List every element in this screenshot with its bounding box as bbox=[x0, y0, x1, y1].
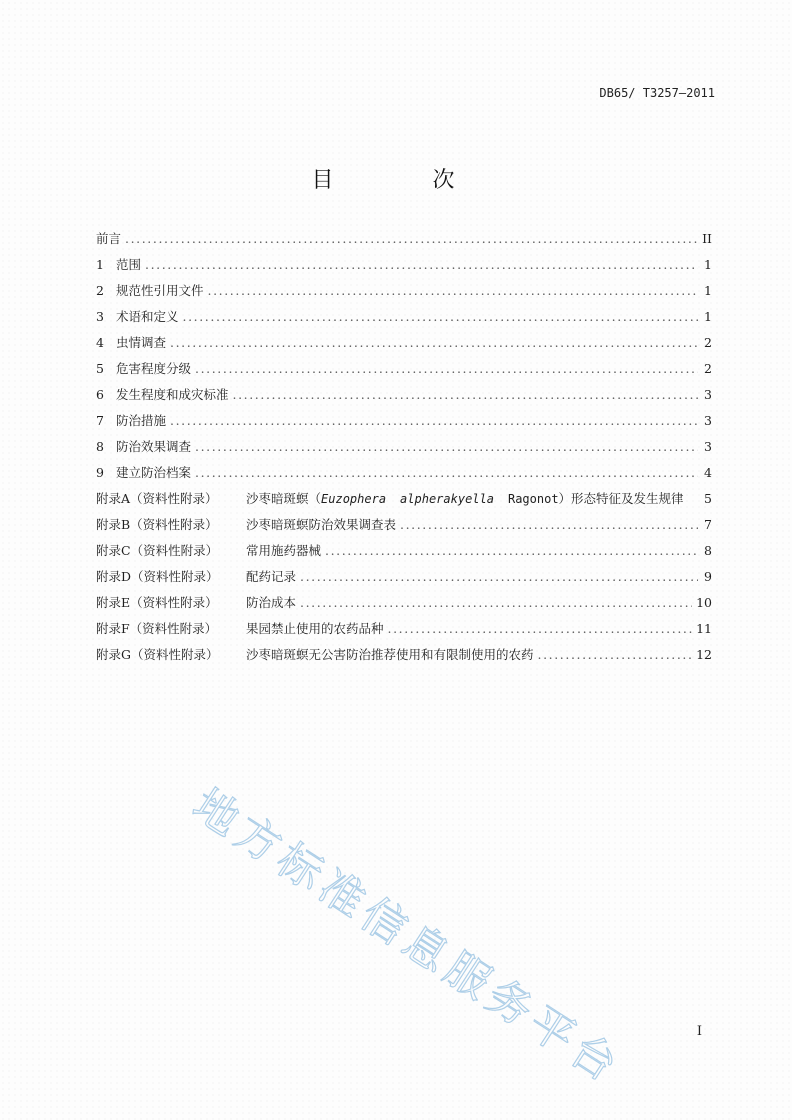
page-number: I bbox=[696, 1024, 702, 1039]
toc-entry-number: 2 bbox=[96, 283, 104, 298]
toc-entry-label: 建立防治档案 bbox=[116, 465, 192, 480]
toc-entry-appendix-e[interactable] bbox=[96, 594, 712, 620]
toc-leader-dots bbox=[300, 568, 698, 586]
toc-leader-dots bbox=[208, 282, 698, 300]
toc-entry-number: 3 bbox=[96, 309, 104, 324]
table-of-contents bbox=[96, 230, 712, 672]
toc-entry-6[interactable] bbox=[96, 386, 712, 412]
toc-appendix-prefix: 附录E（资料性附录） bbox=[96, 595, 218, 610]
toc-entry-page: 9 bbox=[704, 569, 712, 584]
toc-appendix-prefix: 附录C（资料性附录） bbox=[96, 543, 219, 558]
toc-appendix-prefix: 附录B（资料性附录） bbox=[96, 517, 218, 532]
toc-entry-number: 4 bbox=[96, 335, 104, 350]
toc-leader-dots bbox=[538, 646, 693, 664]
toc-entry-label: 前言 bbox=[96, 231, 122, 246]
toc-entry-appendix-g[interactable] bbox=[96, 646, 712, 672]
toc-entry-appendix-f[interactable] bbox=[96, 620, 712, 646]
toc-entry-label: 范围 bbox=[116, 257, 142, 272]
toc-entry-appendix-b[interactable] bbox=[96, 516, 712, 542]
toc-entry-appendix-c[interactable] bbox=[96, 542, 712, 568]
appendix-a-label-start: 沙枣暗斑螟（ bbox=[246, 491, 322, 506]
toc-leader-dots bbox=[300, 594, 692, 612]
toc-entry-label: 虫情调查 bbox=[116, 335, 167, 350]
toc-entry-appendix-d[interactable] bbox=[96, 568, 712, 594]
toc-entry-page: 7 bbox=[704, 517, 712, 532]
toc-entry-1[interactable] bbox=[96, 256, 712, 282]
toc-leader-dots bbox=[195, 438, 698, 456]
toc-leader-dots bbox=[183, 308, 698, 326]
toc-appendix-prefix: 附录G（资料性附录） bbox=[96, 647, 219, 662]
toc-entry-page: 12 bbox=[696, 647, 712, 662]
toc-entry-page: 3 bbox=[704, 439, 712, 454]
toc-leader-dots bbox=[145, 256, 698, 274]
toc-entry-7[interactable] bbox=[96, 412, 712, 438]
toc-appendix-prefix: 附录A（资料性附录） bbox=[96, 491, 218, 506]
toc-entry-label: 规范性引用文件 bbox=[116, 283, 204, 298]
toc-entry-label: 配药记录 bbox=[246, 569, 297, 584]
toc-entry-page: 2 bbox=[704, 335, 712, 350]
standard-code: DB65/ T3257—2011 bbox=[599, 86, 715, 100]
toc-entry-page: 1 bbox=[704, 283, 712, 298]
toc-entry-label: 防治成本 bbox=[246, 595, 297, 610]
toc-entry-page: 11 bbox=[696, 621, 712, 636]
toc-entry-label: 沙枣暗斑螟无公害防治推荐使用和有限制使用的农药 bbox=[246, 647, 534, 662]
toc-entry-label: 果园禁止使用的农药品种 bbox=[246, 621, 384, 636]
toc-entry-2[interactable] bbox=[96, 282, 712, 308]
toc-entry-page: 10 bbox=[696, 595, 712, 610]
toc-entry-page: 4 bbox=[704, 465, 712, 480]
toc-entry-page: 2 bbox=[704, 361, 712, 376]
toc-leader-dots bbox=[388, 620, 693, 638]
toc-entry-page: 1 bbox=[704, 257, 712, 272]
toc-entry-page: 5 bbox=[704, 491, 712, 506]
toc-entry-appendix-a[interactable] bbox=[96, 490, 712, 516]
toc-leader-dots bbox=[170, 412, 698, 430]
watermark: 地方标准信息服务平台 bbox=[183, 779, 631, 1095]
toc-leader-dots bbox=[170, 334, 698, 352]
toc-entry-label bbox=[246, 490, 684, 508]
toc-entry-label: 防治措施 bbox=[116, 413, 167, 428]
toc-entry-preface[interactable] bbox=[96, 230, 712, 256]
toc-entry-page: 1 bbox=[704, 309, 712, 324]
toc-entry-page: II bbox=[702, 231, 712, 246]
toc-entry-label: 术语和定义 bbox=[116, 309, 179, 324]
toc-entry-3[interactable] bbox=[96, 308, 712, 334]
toc-entry-label: 发生程度和成灾标准 bbox=[116, 387, 229, 402]
toc-leader-dots bbox=[195, 360, 698, 378]
toc-entry-number: 6 bbox=[96, 387, 104, 402]
toc-entry-9[interactable] bbox=[96, 464, 712, 490]
page-title: 目 次 bbox=[311, 168, 501, 193]
toc-appendix-prefix: 附录F（资料性附录） bbox=[96, 621, 218, 636]
species-author: Ragonot bbox=[507, 492, 559, 506]
latin-genus: Euzophera bbox=[321, 492, 387, 506]
toc-entry-label: 防治效果调查 bbox=[116, 439, 192, 454]
toc-entry-number: 5 bbox=[96, 361, 104, 376]
toc-entry-5[interactable] bbox=[96, 360, 712, 386]
toc-entry-page: 8 bbox=[704, 543, 712, 558]
toc-entry-number: 8 bbox=[96, 439, 104, 454]
toc-leader-dots bbox=[400, 516, 698, 534]
toc-appendix-prefix: 附录D（资料性附录） bbox=[96, 569, 219, 584]
toc-entry-number: 7 bbox=[96, 413, 104, 428]
toc-entry-label: 常用施药器械 bbox=[246, 543, 322, 558]
toc-leader-dots bbox=[125, 230, 698, 248]
toc-entry-page: 3 bbox=[704, 413, 712, 428]
toc-entry-label: 危害程度分级 bbox=[116, 361, 192, 376]
toc-entry-label: 沙枣暗斑螟防治效果调查表 bbox=[246, 517, 397, 532]
appendix-a-label-end: ）形态特征及发生规律 bbox=[558, 491, 684, 506]
toc-entry-page: 3 bbox=[704, 387, 712, 402]
toc-leader-dots bbox=[325, 542, 698, 560]
toc-leader-dots bbox=[195, 464, 698, 482]
toc-entry-4[interactable] bbox=[96, 334, 712, 360]
toc-leader-dots bbox=[233, 386, 698, 404]
toc-entry-number: 1 bbox=[96, 257, 104, 272]
toc-entry-8[interactable] bbox=[96, 438, 712, 464]
latin-species: alpherakyella bbox=[400, 492, 494, 506]
toc-entry-number: 9 bbox=[96, 465, 104, 480]
